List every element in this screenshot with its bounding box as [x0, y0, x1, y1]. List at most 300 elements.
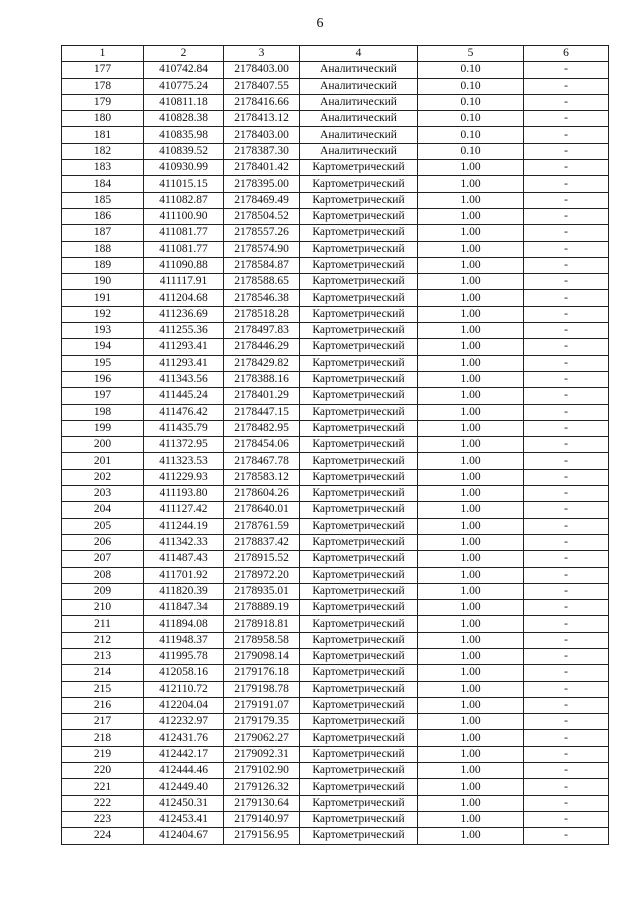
- table-row: [62, 176, 609, 192]
- method-cell: Картометрический: [300, 469, 418, 485]
- x-coordinate-cell: 410811.18: [144, 94, 224, 110]
- note-cell: -: [524, 241, 609, 257]
- accuracy-cell: 0.10: [418, 78, 524, 94]
- table-row: [62, 111, 609, 127]
- y-coordinate-cell: 2178446.29: [224, 339, 300, 355]
- table-row: [62, 746, 609, 762]
- x-coordinate-cell: 412449.40: [144, 779, 224, 795]
- accuracy-cell: 1.00: [418, 486, 524, 502]
- note-cell: -: [524, 518, 609, 534]
- method-cell: Картометрический: [300, 600, 418, 616]
- y-coordinate-cell: 2179062.27: [224, 730, 300, 746]
- page-number: 6: [316, 16, 324, 31]
- x-coordinate-cell: 410835.98: [144, 127, 224, 143]
- x-coordinate-cell: 411229.93: [144, 469, 224, 485]
- note-cell: -: [524, 62, 609, 78]
- x-coordinate-cell: 411127.42: [144, 502, 224, 518]
- note-cell: -: [524, 404, 609, 420]
- method-cell: Картометрический: [300, 518, 418, 534]
- point-number-cell: 213: [62, 648, 144, 664]
- note-cell: -: [524, 486, 609, 502]
- y-coordinate-cell: 2178407.55: [224, 78, 300, 94]
- x-coordinate-cell: 411117.91: [144, 274, 224, 290]
- table-row: [62, 437, 609, 453]
- point-number-cell: 195: [62, 355, 144, 371]
- accuracy-cell: 1.00: [418, 648, 524, 664]
- point-number-cell: 205: [62, 518, 144, 534]
- note-cell: -: [524, 94, 609, 110]
- x-coordinate-cell: 411255.36: [144, 323, 224, 339]
- method-cell: Аналитический: [300, 62, 418, 78]
- accuracy-cell: 1.00: [418, 551, 524, 567]
- x-coordinate-cell: 411820.39: [144, 583, 224, 599]
- method-cell: Картометрический: [300, 714, 418, 730]
- table-row: [62, 518, 609, 534]
- y-coordinate-cell: 2179176.18: [224, 665, 300, 681]
- point-number-cell: 187: [62, 225, 144, 241]
- note-cell: -: [524, 828, 609, 844]
- x-coordinate-cell: 412058.16: [144, 665, 224, 681]
- accuracy-cell: 1.00: [418, 420, 524, 436]
- note-cell: -: [524, 567, 609, 583]
- method-cell: Картометрический: [300, 420, 418, 436]
- y-coordinate-cell: 2178413.12: [224, 111, 300, 127]
- x-coordinate-cell: 411236.69: [144, 306, 224, 322]
- note-cell: -: [524, 160, 609, 176]
- table-row: [62, 160, 609, 176]
- point-number-cell: 203: [62, 486, 144, 502]
- table-row: [62, 763, 609, 779]
- method-cell: Картометрический: [300, 323, 418, 339]
- point-number-cell: 196: [62, 371, 144, 387]
- table-row: [62, 208, 609, 224]
- table-row: [62, 632, 609, 648]
- table-row: [62, 78, 609, 94]
- table-row: [62, 730, 609, 746]
- accuracy-cell: 1.00: [418, 714, 524, 730]
- point-number-cell: 212: [62, 632, 144, 648]
- accuracy-cell: 0.10: [418, 143, 524, 159]
- y-coordinate-cell: 2179140.97: [224, 811, 300, 827]
- accuracy-cell: 1.00: [418, 583, 524, 599]
- accuracy-cell: 1.00: [418, 795, 524, 811]
- y-coordinate-cell: 2178584.87: [224, 257, 300, 273]
- x-coordinate-cell: 412450.31: [144, 795, 224, 811]
- note-cell: -: [524, 388, 609, 404]
- note-cell: -: [524, 208, 609, 224]
- note-cell: -: [524, 502, 609, 518]
- accuracy-cell: 1.00: [418, 290, 524, 306]
- note-cell: -: [524, 648, 609, 664]
- accuracy-cell: 1.00: [418, 453, 524, 469]
- column-header-4: 4: [300, 46, 418, 62]
- x-coordinate-cell: 411015.15: [144, 176, 224, 192]
- y-coordinate-cell: 2178604.26: [224, 486, 300, 502]
- note-cell: -: [524, 469, 609, 485]
- point-number-cell: 189: [62, 257, 144, 273]
- x-coordinate-cell: 410828.38: [144, 111, 224, 127]
- point-number-cell: 191: [62, 290, 144, 306]
- y-coordinate-cell: 2179092.31: [224, 746, 300, 762]
- y-coordinate-cell: 2179179.35: [224, 714, 300, 730]
- method-cell: Картометрический: [300, 811, 418, 827]
- point-number-cell: 218: [62, 730, 144, 746]
- note-cell: -: [524, 192, 609, 208]
- table-row: [62, 143, 609, 159]
- y-coordinate-cell: 2179156.95: [224, 828, 300, 844]
- note-cell: -: [524, 78, 609, 94]
- method-cell: Картометрический: [300, 257, 418, 273]
- method-cell: Картометрический: [300, 681, 418, 697]
- table-row: [62, 714, 609, 730]
- accuracy-cell: 1.00: [418, 600, 524, 616]
- table-row: [62, 241, 609, 257]
- x-coordinate-cell: 410839.52: [144, 143, 224, 159]
- accuracy-cell: 1.00: [418, 176, 524, 192]
- table-row: [62, 339, 609, 355]
- method-cell: Картометрический: [300, 502, 418, 518]
- y-coordinate-cell: 2178504.52: [224, 208, 300, 224]
- method-cell: Картометрический: [300, 290, 418, 306]
- note-cell: -: [524, 600, 609, 616]
- method-cell: Картометрический: [300, 648, 418, 664]
- note-cell: -: [524, 697, 609, 713]
- note-cell: -: [524, 274, 609, 290]
- method-cell: Картометрический: [300, 486, 418, 502]
- note-cell: -: [524, 323, 609, 339]
- method-cell: Картометрический: [300, 176, 418, 192]
- point-number-cell: 188: [62, 241, 144, 257]
- method-cell: Картометрический: [300, 583, 418, 599]
- note-cell: -: [524, 420, 609, 436]
- accuracy-cell: 1.00: [418, 323, 524, 339]
- note-cell: -: [524, 176, 609, 192]
- note-cell: -: [524, 632, 609, 648]
- accuracy-cell: 1.00: [418, 404, 524, 420]
- x-coordinate-cell: 411193.80: [144, 486, 224, 502]
- y-coordinate-cell: 2178467.78: [224, 453, 300, 469]
- point-number-cell: 178: [62, 78, 144, 94]
- table-row: [62, 697, 609, 713]
- table-row: [62, 795, 609, 811]
- accuracy-cell: 1.00: [418, 828, 524, 844]
- y-coordinate-cell: 2178761.59: [224, 518, 300, 534]
- y-coordinate-cell: 2178469.49: [224, 192, 300, 208]
- x-coordinate-cell: 411090.88: [144, 257, 224, 273]
- x-coordinate-cell: 412110.72: [144, 681, 224, 697]
- accuracy-cell: 1.00: [418, 697, 524, 713]
- point-number-cell: 179: [62, 94, 144, 110]
- table-row: [62, 779, 609, 795]
- table-row: [62, 127, 609, 143]
- y-coordinate-cell: 2179126.32: [224, 779, 300, 795]
- point-number-cell: 192: [62, 306, 144, 322]
- method-cell: Картометрический: [300, 404, 418, 420]
- method-cell: Аналитический: [300, 94, 418, 110]
- point-number-cell: 223: [62, 811, 144, 827]
- method-cell: Картометрический: [300, 241, 418, 257]
- point-number-cell: 207: [62, 551, 144, 567]
- x-coordinate-cell: 411343.56: [144, 371, 224, 387]
- x-coordinate-cell: 410742.84: [144, 62, 224, 78]
- method-cell: Аналитический: [300, 111, 418, 127]
- y-coordinate-cell: 2179098.14: [224, 648, 300, 664]
- method-cell: Картометрический: [300, 371, 418, 387]
- table-row: [62, 323, 609, 339]
- x-coordinate-cell: 412431.76: [144, 730, 224, 746]
- x-coordinate-cell: 411372.95: [144, 437, 224, 453]
- accuracy-cell: 1.00: [418, 469, 524, 485]
- point-number-cell: 222: [62, 795, 144, 811]
- method-cell: Картометрический: [300, 306, 418, 322]
- accuracy-cell: 1.00: [418, 746, 524, 762]
- y-coordinate-cell: 2178972.20: [224, 567, 300, 583]
- note-cell: -: [524, 257, 609, 273]
- accuracy-cell: 0.10: [418, 111, 524, 127]
- x-coordinate-cell: 412204.04: [144, 697, 224, 713]
- note-cell: -: [524, 339, 609, 355]
- table-row: [62, 225, 609, 241]
- note-cell: -: [524, 290, 609, 306]
- x-coordinate-cell: 411244.19: [144, 518, 224, 534]
- point-number-cell: 186: [62, 208, 144, 224]
- table-row: [62, 486, 609, 502]
- x-coordinate-cell: 411847.34: [144, 600, 224, 616]
- x-coordinate-cell: 411894.08: [144, 616, 224, 632]
- table-row: [62, 551, 609, 567]
- y-coordinate-cell: 2178889.19: [224, 600, 300, 616]
- method-cell: Картометрический: [300, 274, 418, 290]
- x-coordinate-cell: 411342.33: [144, 534, 224, 550]
- y-coordinate-cell: 2178454.06: [224, 437, 300, 453]
- x-coordinate-cell: 411995.78: [144, 648, 224, 664]
- accuracy-cell: 1.00: [418, 567, 524, 583]
- accuracy-cell: 1.00: [418, 355, 524, 371]
- x-coordinate-cell: 412404.67: [144, 828, 224, 844]
- point-number-cell: 201: [62, 453, 144, 469]
- accuracy-cell: 1.00: [418, 306, 524, 322]
- accuracy-cell: 1.00: [418, 339, 524, 355]
- y-coordinate-cell: 2178429.82: [224, 355, 300, 371]
- table-row: [62, 355, 609, 371]
- method-cell: Картометрический: [300, 225, 418, 241]
- y-coordinate-cell: 2178574.90: [224, 241, 300, 257]
- x-coordinate-cell: 412453.41: [144, 811, 224, 827]
- point-number-cell: 209: [62, 583, 144, 599]
- note-cell: -: [524, 225, 609, 241]
- y-coordinate-cell: 2179130.64: [224, 795, 300, 811]
- point-number-cell: 221: [62, 779, 144, 795]
- x-coordinate-cell: 411081.77: [144, 241, 224, 257]
- y-coordinate-cell: 2178401.42: [224, 160, 300, 176]
- accuracy-cell: 1.00: [418, 502, 524, 518]
- note-cell: -: [524, 779, 609, 795]
- point-number-cell: 182: [62, 143, 144, 159]
- note-cell: -: [524, 795, 609, 811]
- note-cell: -: [524, 763, 609, 779]
- method-cell: Картометрический: [300, 795, 418, 811]
- x-coordinate-cell: 410930.99: [144, 160, 224, 176]
- y-coordinate-cell: 2178837.42: [224, 534, 300, 550]
- accuracy-cell: 0.10: [418, 94, 524, 110]
- table-row: [62, 420, 609, 436]
- note-cell: -: [524, 437, 609, 453]
- y-coordinate-cell: 2179191.07: [224, 697, 300, 713]
- accuracy-cell: 1.00: [418, 160, 524, 176]
- point-number-cell: 197: [62, 388, 144, 404]
- point-number-cell: 177: [62, 62, 144, 78]
- column-header-5: 5: [418, 46, 524, 62]
- x-coordinate-cell: 411948.37: [144, 632, 224, 648]
- table-row: [62, 502, 609, 518]
- y-coordinate-cell: 2178557.26: [224, 225, 300, 241]
- accuracy-cell: 1.00: [418, 779, 524, 795]
- column-header-2: 2: [144, 46, 224, 62]
- point-number-cell: 211: [62, 616, 144, 632]
- accuracy-cell: 1.00: [418, 730, 524, 746]
- note-cell: -: [524, 665, 609, 681]
- accuracy-cell: 0.10: [418, 127, 524, 143]
- column-header-3: 3: [224, 46, 300, 62]
- x-coordinate-cell: 411204.68: [144, 290, 224, 306]
- x-coordinate-cell: 412442.17: [144, 746, 224, 762]
- y-coordinate-cell: 2178546.38: [224, 290, 300, 306]
- point-number-cell: 206: [62, 534, 144, 550]
- method-cell: Аналитический: [300, 78, 418, 94]
- accuracy-cell: 1.00: [418, 811, 524, 827]
- point-number-cell: 193: [62, 323, 144, 339]
- note-cell: -: [524, 616, 609, 632]
- table-row: [62, 94, 609, 110]
- x-coordinate-cell: 411082.87: [144, 192, 224, 208]
- coordinates-table: [61, 45, 609, 845]
- method-cell: Картометрический: [300, 339, 418, 355]
- method-cell: Картометрический: [300, 763, 418, 779]
- table-row: [62, 600, 609, 616]
- y-coordinate-cell: 2178482.95: [224, 420, 300, 436]
- point-number-cell: 224: [62, 828, 144, 844]
- y-coordinate-cell: 2178518.28: [224, 306, 300, 322]
- note-cell: -: [524, 583, 609, 599]
- method-cell: Картометрический: [300, 388, 418, 404]
- accuracy-cell: 1.00: [418, 534, 524, 550]
- x-coordinate-cell: 411487.43: [144, 551, 224, 567]
- table-header: [62, 46, 609, 62]
- x-coordinate-cell: 411701.92: [144, 567, 224, 583]
- method-cell: Картометрический: [300, 437, 418, 453]
- accuracy-cell: 1.00: [418, 518, 524, 534]
- note-cell: -: [524, 143, 609, 159]
- accuracy-cell: 1.00: [418, 763, 524, 779]
- table-row: [62, 583, 609, 599]
- x-coordinate-cell: 412444.46: [144, 763, 224, 779]
- x-coordinate-cell: 411435.79: [144, 420, 224, 436]
- method-cell: Картометрический: [300, 355, 418, 371]
- note-cell: -: [524, 453, 609, 469]
- point-number-cell: 183: [62, 160, 144, 176]
- note-cell: -: [524, 811, 609, 827]
- accuracy-cell: 1.00: [418, 681, 524, 697]
- table-row: [62, 828, 609, 844]
- y-coordinate-cell: 2178416.66: [224, 94, 300, 110]
- method-cell: Картометрический: [300, 665, 418, 681]
- method-cell: Картометрический: [300, 192, 418, 208]
- y-coordinate-cell: 2178918.81: [224, 616, 300, 632]
- table-row: [62, 290, 609, 306]
- method-cell: Картометрический: [300, 208, 418, 224]
- point-number-cell: 204: [62, 502, 144, 518]
- table-row: [62, 388, 609, 404]
- y-coordinate-cell: 2178387.30: [224, 143, 300, 159]
- accuracy-cell: 1.00: [418, 616, 524, 632]
- y-coordinate-cell: 2178395.00: [224, 176, 300, 192]
- method-cell: Картометрический: [300, 746, 418, 762]
- point-number-cell: 208: [62, 567, 144, 583]
- method-cell: Картометрический: [300, 160, 418, 176]
- y-coordinate-cell: 2178583.12: [224, 469, 300, 485]
- y-coordinate-cell: 2178497.83: [224, 323, 300, 339]
- note-cell: -: [524, 730, 609, 746]
- accuracy-cell: 1.00: [418, 388, 524, 404]
- method-cell: Аналитический: [300, 143, 418, 159]
- note-cell: -: [524, 111, 609, 127]
- point-number-cell: 184: [62, 176, 144, 192]
- accuracy-cell: 1.00: [418, 274, 524, 290]
- table-row: [62, 648, 609, 664]
- method-cell: Картометрический: [300, 534, 418, 550]
- x-coordinate-cell: 411100.90: [144, 208, 224, 224]
- note-cell: -: [524, 746, 609, 762]
- table-row: [62, 616, 609, 632]
- point-number-cell: 210: [62, 600, 144, 616]
- method-cell: Картометрический: [300, 632, 418, 648]
- method-cell: Картометрический: [300, 453, 418, 469]
- table-row: [62, 192, 609, 208]
- table-row: [62, 567, 609, 583]
- y-coordinate-cell: 2178935.01: [224, 583, 300, 599]
- accuracy-cell: 1.00: [418, 665, 524, 681]
- note-cell: -: [524, 127, 609, 143]
- point-number-cell: 194: [62, 339, 144, 355]
- column-header-1: 1: [62, 46, 144, 62]
- method-cell: Картометрический: [300, 779, 418, 795]
- y-coordinate-cell: 2178401.29: [224, 388, 300, 404]
- table-row: [62, 469, 609, 485]
- y-coordinate-cell: 2178388.16: [224, 371, 300, 387]
- x-coordinate-cell: 411476.42: [144, 404, 224, 420]
- x-coordinate-cell: 412232.97: [144, 714, 224, 730]
- y-coordinate-cell: 2178915.52: [224, 551, 300, 567]
- note-cell: -: [524, 681, 609, 697]
- accuracy-cell: 1.00: [418, 632, 524, 648]
- note-cell: -: [524, 355, 609, 371]
- column-header-6: 6: [524, 46, 609, 62]
- y-coordinate-cell: 2178588.65: [224, 274, 300, 290]
- accuracy-cell: 1.00: [418, 257, 524, 273]
- point-number-cell: 215: [62, 681, 144, 697]
- x-coordinate-cell: 411445.24: [144, 388, 224, 404]
- point-number-cell: 202: [62, 469, 144, 485]
- method-cell: Картометрический: [300, 616, 418, 632]
- table-row: [62, 681, 609, 697]
- header-row: [62, 46, 609, 62]
- method-cell: Картометрический: [300, 567, 418, 583]
- point-number-cell: 217: [62, 714, 144, 730]
- y-coordinate-cell: 2178640.01: [224, 502, 300, 518]
- method-cell: Картометрический: [300, 697, 418, 713]
- point-number-cell: 180: [62, 111, 144, 127]
- y-coordinate-cell: 2178403.00: [224, 62, 300, 78]
